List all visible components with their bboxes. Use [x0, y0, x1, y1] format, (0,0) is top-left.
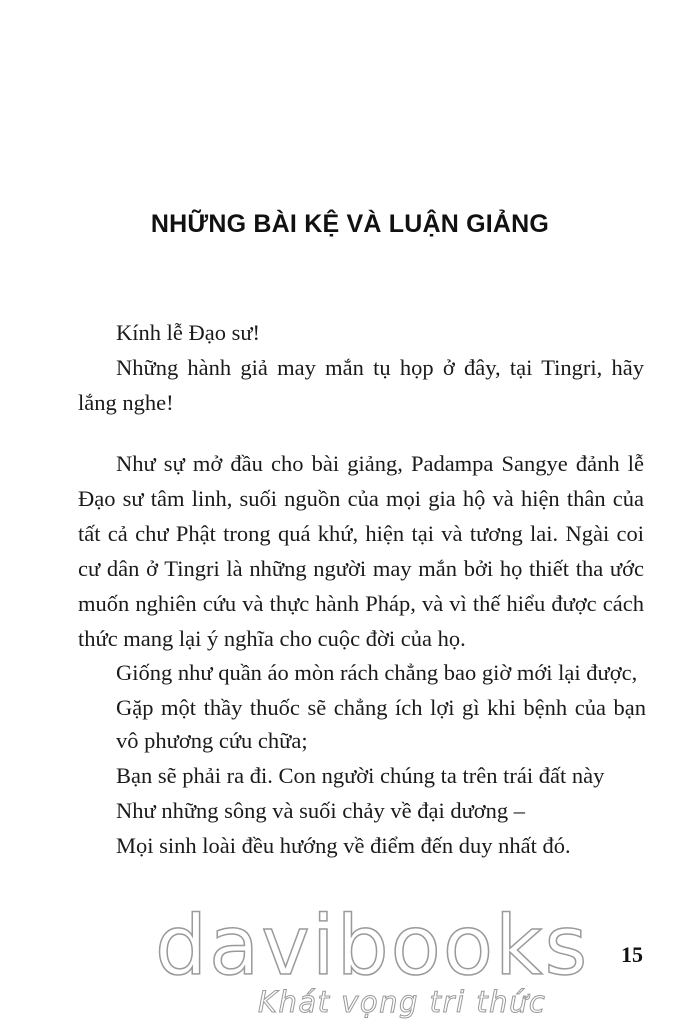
verse-line: Như những sông và suối chảy về đại dương –: [116, 798, 526, 823]
commentary-paragraph: Như sự mở đầu cho bài giảng, Padampa Sangye đảnh lễ Đạo sư tâm linh, suối nguồn của mọi gia hộ và hiện thân của tất cả chư Phật trong quá khứ, hiện tại và tương lai. Ngài coi cư dân ở Tingri là những người may mắn bởi họ thiết tha ước muốn nghiên cứu và thực hành Pháp, và vì thế hiểu được cách thức mang lại ý nghĩa cho cuộc đời của họ.: [78, 451, 644, 651]
watermark-tagline: Khát vọng tri thức: [258, 985, 547, 1019]
verse-line: Mọi sinh loài đều hướng về điểm đến duy nhất đó.: [116, 833, 571, 858]
verse-line: Gặp một thầy thuốc sẽ chẳng ích lợi gì khi bệnh của bạn vô phương cứu chữa;: [116, 695, 646, 753]
verse-line: Giống như quần áo mòn rách chẳng bao giờ mới lại được,: [116, 660, 638, 685]
salutation-paragraph: Kính lễ Đạo sư!: [116, 320, 261, 345]
chapter-title: NHỮNG BÀI KỆ VÀ LUẬN GIẢNG: [150, 210, 550, 238]
davibooks-watermark-logo: davibooks: [155, 899, 590, 994]
page-number: 15: [621, 942, 643, 967]
verse-line: Bạn sẽ phải ra đi. Con người chúng ta trên trái đất này: [116, 763, 605, 788]
invocation-paragraph: Những hành giả may mắn tụ họp ở đây, tại Tingri, hãy lắng nghe!: [78, 355, 644, 415]
verse-block: [116, 656, 646, 864]
